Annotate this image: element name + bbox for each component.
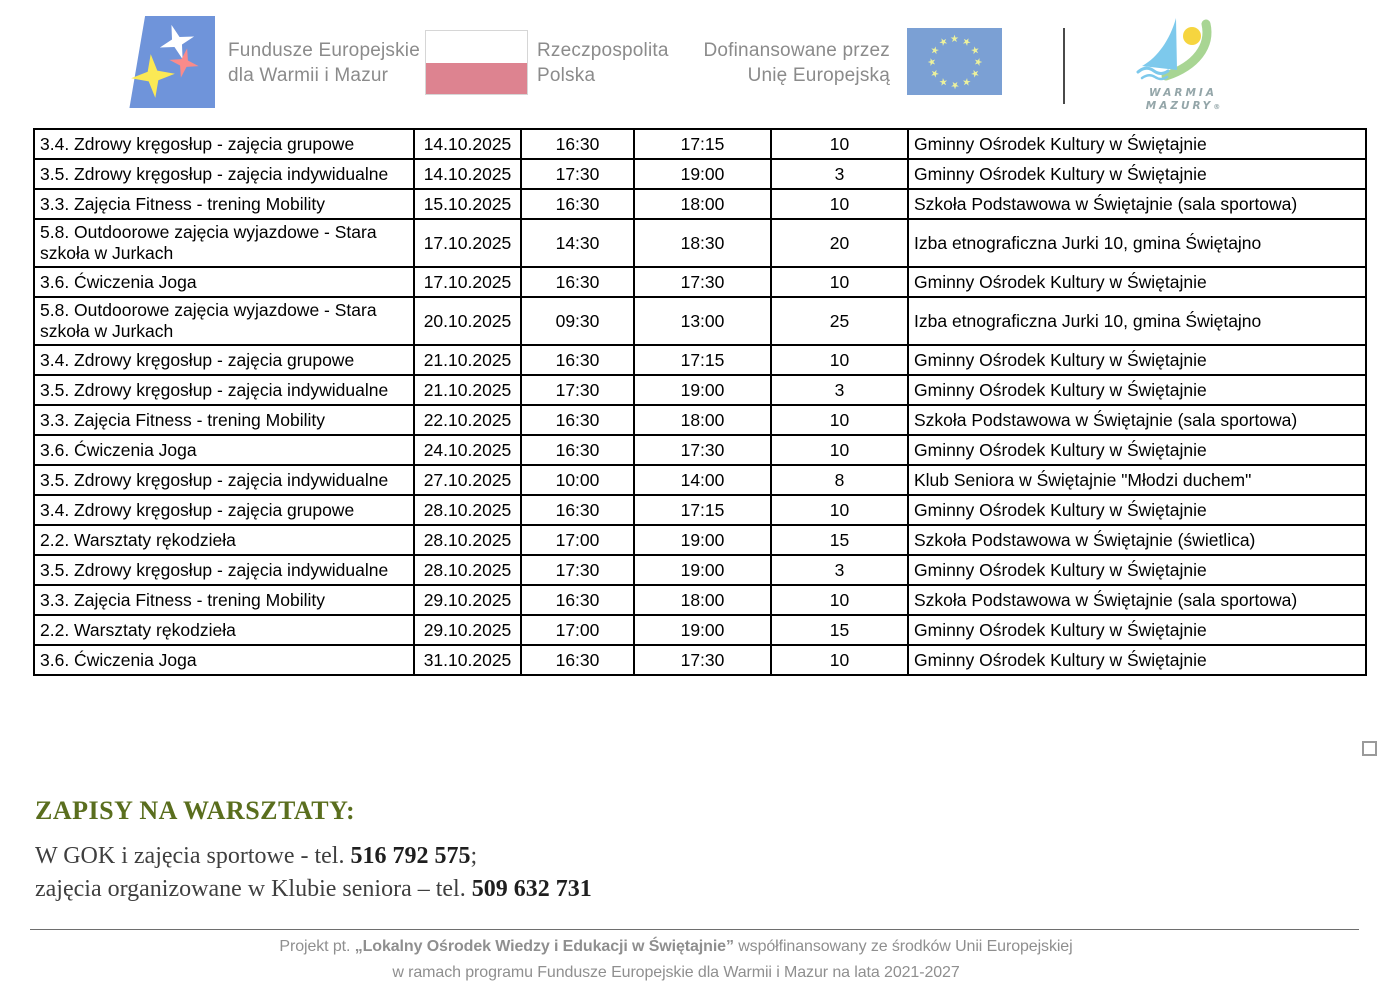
gok-line-text: W GOK i zajęcia sportowe - tel.	[35, 843, 351, 869]
cofunded-label	[655, 38, 890, 88]
footer-line1	[0, 934, 1352, 960]
cell-name: 3.6. Ćwiczenia Joga	[34, 645, 414, 675]
table-row	[34, 615, 1366, 645]
cell-end: 17:15	[634, 129, 771, 159]
cell-date: 28.10.2025	[414, 555, 521, 585]
cell-date: 21.10.2025	[414, 345, 521, 375]
cell-seats: 10	[771, 645, 908, 675]
table-row	[34, 189, 1366, 219]
cell-seats: 10	[771, 495, 908, 525]
cell-date: 14.10.2025	[414, 129, 521, 159]
table-row	[34, 267, 1366, 297]
mazury-line: MAZURY®	[1145, 100, 1221, 112]
cell-name: 3.3. Zajęcia Fitness - trening Mobility	[34, 189, 414, 219]
signup-gok-line	[35, 840, 592, 873]
cell-name: 5.8. Outdoorowe zajęcia wyjazdowe - Stara szkoła w Jurkach	[34, 219, 414, 267]
cell-end: 19:00	[634, 555, 771, 585]
warmia-line: WARMIA	[1149, 87, 1217, 99]
cell-location: Izba etnograficzna Jurki 10, gmina Świętajno	[908, 297, 1366, 345]
table-row	[34, 525, 1366, 555]
cell-location: Gminny Ośrodek Kultury w Świętajnie	[908, 345, 1366, 375]
klub-phone-number: 509 632 731	[471, 876, 592, 902]
cell-location: Gminny Ośrodek Kultury w Świętajnie	[908, 495, 1366, 525]
gok-line-suffix: ;	[470, 843, 478, 869]
cell-start: 16:30	[521, 405, 634, 435]
cell-date: 20.10.2025	[414, 297, 521, 345]
cell-seats: 15	[771, 525, 908, 555]
cell-start: 17:00	[521, 525, 634, 555]
table-row	[34, 585, 1366, 615]
table-row	[34, 405, 1366, 435]
cell-date: 24.10.2025	[414, 435, 521, 465]
cell-date: 17.10.2025	[414, 219, 521, 267]
warmia-mazury-logo	[1126, 16, 1240, 110]
cell-location: Gminny Ośrodek Kultury w Świętajnie	[908, 129, 1366, 159]
anchor-marker	[1362, 741, 1377, 756]
cell-start: 17:00	[521, 615, 634, 645]
cell-start: 16:30	[521, 585, 634, 615]
poland-flag-red-stripe	[426, 63, 527, 95]
table-row	[34, 465, 1366, 495]
cell-seats: 3	[771, 159, 908, 189]
cell-location: Szkoła Podstawowa w Świętajnie (sala sportowa)	[908, 405, 1366, 435]
table-row	[34, 495, 1366, 525]
cell-location: Gminny Ośrodek Kultury w Świętajnie	[908, 645, 1366, 675]
footer-note	[0, 934, 1352, 986]
registered-mark: ®	[1213, 103, 1221, 111]
cell-location: Gminny Ośrodek Kultury w Świętajnie	[908, 375, 1366, 405]
eu-funds-logo-line2: dla Warmii i Mazur	[228, 65, 389, 86]
cell-seats: 20	[771, 219, 908, 267]
cell-seats: 10	[771, 585, 908, 615]
cell-name: 2.2. Warsztaty rękodzieła	[34, 525, 414, 555]
cell-start: 16:30	[521, 129, 634, 159]
cell-end: 18:00	[634, 585, 771, 615]
signup-info	[35, 840, 592, 906]
cell-start: 14:30	[521, 219, 634, 267]
cell-seats: 10	[771, 405, 908, 435]
sailboat-icon	[1126, 16, 1240, 82]
schedule-table	[33, 128, 1367, 676]
cell-date: 14.10.2025	[414, 159, 521, 189]
cell-end: 19:00	[634, 159, 771, 189]
cell-name: 3.5. Zdrowy kręgosłup - zajęcia indywidualne	[34, 159, 414, 189]
cell-location: Szkoła Podstawowa w Świętajnie (świetlica)	[908, 525, 1366, 555]
cell-name: 3.3. Zajęcia Fitness - trening Mobility	[34, 405, 414, 435]
cell-date: 29.10.2025	[414, 585, 521, 615]
klub-line-text: zajęcia organizowane w Klubie seniora – tel.	[35, 876, 472, 902]
cell-end: 19:00	[634, 615, 771, 645]
cell-seats: 10	[771, 435, 908, 465]
cell-seats: 10	[771, 189, 908, 219]
cell-end: 19:00	[634, 525, 771, 555]
cell-name: 3.5. Zdrowy kręgosłup - zajęcia indywidualne	[34, 465, 414, 495]
cell-location: Gminny Ośrodek Kultury w Świętajnie	[908, 555, 1366, 585]
cell-name: 3.6. Ćwiczenia Joga	[34, 435, 414, 465]
cell-start: 17:30	[521, 159, 634, 189]
cell-end: 17:30	[634, 435, 771, 465]
cell-location: Klub Seniora w Świętajnie "Młodzi duchem"	[908, 465, 1366, 495]
cell-start: 16:30	[521, 267, 634, 297]
cell-end: 18:00	[634, 405, 771, 435]
signup-klub-line	[35, 873, 592, 906]
cell-end: 17:15	[634, 345, 771, 375]
table-row	[34, 297, 1366, 345]
table-row	[34, 159, 1366, 189]
gok-phone-number: 516 792 575	[350, 843, 471, 869]
cell-date: 15.10.2025	[414, 189, 521, 219]
cell-seats: 8	[771, 465, 908, 495]
cell-date: 22.10.2025	[414, 405, 521, 435]
footer-line2: w ramach programu Fundusze Europejskie dla Warmii i Mazur na lata 2021-2027	[392, 964, 960, 981]
cell-start: 16:30	[521, 345, 634, 375]
eu-funds-logo	[123, 16, 215, 108]
table-row	[34, 129, 1366, 159]
cell-seats: 15	[771, 615, 908, 645]
table-row	[34, 645, 1366, 675]
cell-seats: 3	[771, 555, 908, 585]
cell-date: 17.10.2025	[414, 267, 521, 297]
cell-seats: 10	[771, 129, 908, 159]
cell-start: 16:30	[521, 495, 634, 525]
table-row	[34, 375, 1366, 405]
cell-date: 29.10.2025	[414, 615, 521, 645]
poland-line1: Rzeczpospolita	[537, 40, 669, 61]
table-row	[34, 435, 1366, 465]
cell-date: 31.10.2025	[414, 645, 521, 675]
cell-start: 16:30	[521, 435, 634, 465]
footer-divider	[30, 929, 1359, 930]
cell-end: 17:15	[634, 495, 771, 525]
poland-flag-icon	[425, 30, 528, 95]
cell-end: 17:30	[634, 645, 771, 675]
cell-location: Gminny Ośrodek Kultury w Świętajnie	[908, 615, 1366, 645]
cell-location: Gminny Ośrodek Kultury w Świętajnie	[908, 267, 1366, 297]
cell-date: 27.10.2025	[414, 465, 521, 495]
cell-end: 19:00	[634, 375, 771, 405]
warmia-mazury-label	[1126, 87, 1240, 114]
cell-end: 13:00	[634, 297, 771, 345]
schedule-table-body	[34, 129, 1366, 675]
eu-flag-icon	[907, 28, 1002, 95]
cell-start: 10:00	[521, 465, 634, 495]
cell-seats: 3	[771, 375, 908, 405]
header-divider	[1063, 28, 1065, 104]
cell-name: 5.8. Outdoorowe zajęcia wyjazdowe - Stara szkoła w Jurkach	[34, 297, 414, 345]
cell-end: 18:30	[634, 219, 771, 267]
footer-project-title: „Lokalny Ośrodek Wiedzy i Edukacji w Świętajnie”	[354, 938, 734, 955]
cell-end: 14:00	[634, 465, 771, 495]
cell-start: 17:30	[521, 555, 634, 585]
cell-name: 3.4. Zdrowy kręgosłup - zajęcia grupowe	[34, 495, 414, 525]
cell-name: 3.4. Zdrowy kręgosłup - zajęcia grupowe	[34, 129, 414, 159]
cofunded-line1: Dofinansowane przez	[703, 40, 890, 61]
poland-label	[537, 38, 669, 88]
cell-location: Szkoła Podstawowa w Świętajnie (sala sportowa)	[908, 585, 1366, 615]
eu-funds-logo-line1: Fundusze Europejskie	[228, 40, 420, 61]
eu-funds-logo-label	[228, 38, 420, 88]
table-row	[34, 345, 1366, 375]
signup-heading: ZAPISY NA WARSZTATY:	[35, 796, 356, 825]
cell-location: Gminny Ośrodek Kultury w Świętajnie	[908, 159, 1366, 189]
cell-end: 17:30	[634, 267, 771, 297]
cell-seats: 10	[771, 345, 908, 375]
eu-funds-flag-icon	[123, 16, 215, 108]
cell-name: 3.5. Zdrowy kręgosłup - zajęcia indywidualne	[34, 375, 414, 405]
cell-start: 16:30	[521, 645, 634, 675]
cell-date: 21.10.2025	[414, 375, 521, 405]
cell-name: 2.2. Warsztaty rękodzieła	[34, 615, 414, 645]
cell-name: 3.3. Zajęcia Fitness - trening Mobility	[34, 585, 414, 615]
cell-name: 3.5. Zdrowy kręgosłup - zajęcia indywidualne	[34, 555, 414, 585]
cell-seats: 25	[771, 297, 908, 345]
cell-location: Gminny Ośrodek Kultury w Świętajnie	[908, 435, 1366, 465]
cell-start: 16:30	[521, 189, 634, 219]
footer-line1-suffix: współfinansowany ze środków Unii Europejskiej	[733, 938, 1073, 955]
cell-location: Izba etnograficzna Jurki 10, gmina Świętajno	[908, 219, 1366, 267]
cell-date: 28.10.2025	[414, 495, 521, 525]
cell-location: Szkoła Podstawowa w Świętajnie (sala sportowa)	[908, 189, 1366, 219]
cell-end: 18:00	[634, 189, 771, 219]
cell-seats: 10	[771, 267, 908, 297]
cell-name: 3.6. Ćwiczenia Joga	[34, 267, 414, 297]
cell-start: 09:30	[521, 297, 634, 345]
table-row	[34, 219, 1366, 267]
cell-start: 17:30	[521, 375, 634, 405]
cell-date: 28.10.2025	[414, 525, 521, 555]
cell-name: 3.4. Zdrowy kręgosłup - zajęcia grupowe	[34, 345, 414, 375]
footer-line1-prefix: Projekt pt.	[279, 938, 355, 955]
table-row	[34, 555, 1366, 585]
poland-line2: Polska	[537, 65, 596, 86]
cofunded-line2: Unię Europejską	[747, 65, 890, 86]
